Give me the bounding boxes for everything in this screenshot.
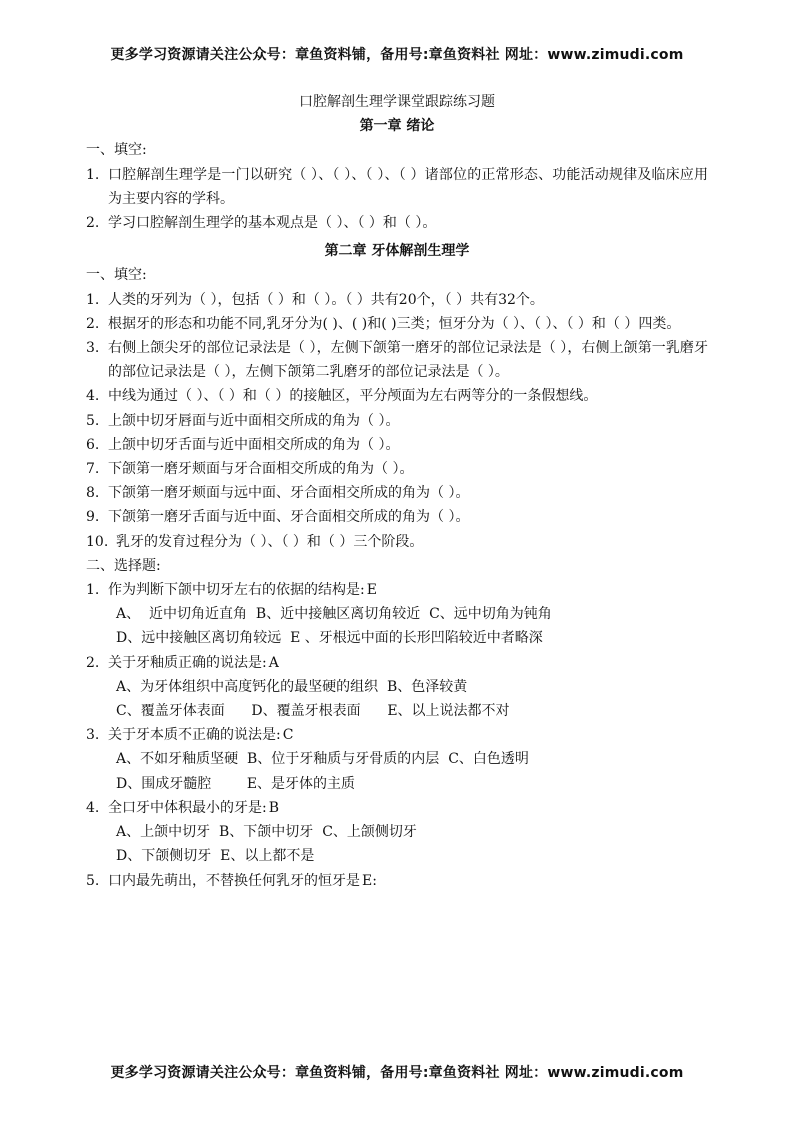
chapter1-title: 第一章 绪论 bbox=[359, 118, 435, 135]
choice-question-3 bbox=[86, 723, 708, 796]
choice-question-2 bbox=[86, 651, 708, 724]
ch2-fill-item-2 bbox=[86, 312, 708, 336]
question-text: 关于牙釉质正确的说法是: bbox=[108, 654, 267, 671]
chapter2-section-fill: 一、填空: bbox=[86, 267, 147, 284]
item-number: 6. bbox=[86, 436, 100, 453]
page-footer: 更多学习资源请关注公众号：章鱼资料铺，备用号:章鱼资料社 网址：www.zimudi.com bbox=[110, 1065, 684, 1081]
answer-key: A bbox=[268, 654, 279, 671]
document-body bbox=[86, 90, 708, 893]
ch2-fill-item-4 bbox=[86, 384, 708, 408]
option-line: D、远中接触区离切角较远 E 、牙根远中面的长形凹陷较近中者略深 bbox=[116, 630, 543, 647]
ch2-fill-item-5 bbox=[86, 409, 708, 433]
answer-key: B bbox=[268, 799, 280, 816]
chapter2-section-choice: 二、选择题: bbox=[86, 557, 161, 574]
item-number: 5. bbox=[86, 412, 100, 429]
ch2-fill-item-8 bbox=[86, 481, 708, 505]
ch2-fill-item-3 bbox=[86, 336, 708, 384]
item-number: 4. bbox=[86, 799, 100, 816]
option-line: D、下颌侧切牙 E、以上都不是 bbox=[116, 848, 315, 865]
choice-question-4 bbox=[86, 796, 708, 869]
item-text: 上颌中切牙唇面与近中面相交所成的角为（ ）。 bbox=[108, 412, 400, 429]
choice-question-1 bbox=[86, 578, 708, 651]
item-number: 5. bbox=[86, 872, 100, 889]
item-text: 下颌第一磨牙颊面与远中面、牙合面相交所成的角为（ ）。 bbox=[108, 485, 470, 502]
item-number: 7. bbox=[86, 461, 100, 478]
ch1-fill-item-1 bbox=[86, 163, 708, 211]
item-text: 右侧上颌尖牙的部位记录法是（ ），左侧下颌第一磨牙的部位记录法是（ ），右侧上颌第一乳磨牙的部位记录法是（ ），左侧下颌第二乳磨牙的部位记录法是（ ）。 bbox=[108, 340, 708, 381]
item-number: 8. bbox=[86, 485, 100, 502]
ch2-fill-item-7 bbox=[86, 457, 708, 481]
question-text: 口内最先萌出，不替换任何乳牙的恒牙是 bbox=[108, 872, 360, 889]
item-number: 2. bbox=[86, 315, 100, 332]
answer-key: E bbox=[366, 582, 377, 599]
item-text: 上颌中切牙舌面与近中面相交所成的角为（ ）。 bbox=[108, 436, 400, 453]
option-line: A、不如牙釉质坚硬 B、位于牙釉质与牙骨质的内层 C、白色透明 bbox=[116, 751, 529, 768]
answer-key: E: bbox=[362, 872, 377, 889]
option-line: C、覆盖牙体表面 D、覆盖牙根表面 E、以上说法都不对 bbox=[116, 703, 510, 720]
ch2-fill-item-6 bbox=[86, 433, 708, 457]
item-number: 3. bbox=[86, 727, 100, 744]
answer-key: C bbox=[282, 727, 294, 744]
item-text: 人类的牙列为（ ），包括（ ）和（ ）。（ ）共有20个，（ ）共有32个。 bbox=[108, 291, 544, 308]
item-text: 口腔解剖生理学是一门以研究（ ）、（ ）、（ ）、（ ）诸部位的正常形态、功能活动规律及临床应用为主要内容的学科。 bbox=[108, 166, 708, 207]
item-number: 2. bbox=[86, 215, 100, 232]
ch2-fill-item-1 bbox=[86, 288, 708, 312]
chapter1-section-fill: 一、填空: bbox=[86, 142, 147, 159]
option-line: A、上颌中切牙 B、下颌中切牙 C、上颌侧切牙 bbox=[116, 824, 417, 841]
item-text: 中线为通过（ ）、（ ）和（ ）的接触区，平分颅面为左右两等分的一条假想线。 bbox=[108, 388, 598, 405]
question-text: 全口牙中体积最小的牙是: bbox=[108, 799, 267, 816]
document-title: 口腔解剖生理学课堂跟踪练习题 bbox=[299, 94, 495, 110]
item-text: 乳牙的发育过程分为（ ）、（ ）和（ ）三个阶段。 bbox=[116, 533, 424, 550]
option-line: A、 近中切角近直角 B、近中接触区离切角较近 C、远中切角为钝角 bbox=[116, 606, 552, 623]
ch2-fill-item-10 bbox=[86, 530, 708, 554]
ch1-fill-item-2 bbox=[86, 211, 708, 235]
item-text: 下颌第一磨牙舌面与近中面、牙合面相交所成的角为（ ）。 bbox=[108, 509, 470, 526]
item-number: 10. bbox=[86, 533, 109, 550]
item-text: 下颌第一磨牙颊面与牙合面相交所成的角为（ ）。 bbox=[108, 461, 414, 478]
item-number: 4. bbox=[86, 388, 100, 405]
ch2-fill-item-9 bbox=[86, 505, 708, 529]
option-line: A、为牙体组织中高度钙化的最坚硬的组织 B、色泽较黄 bbox=[116, 678, 468, 695]
page-header: 更多学习资源请关注公众号：章鱼资料铺，备用号:章鱼资料社 网址：www.zimudi.com bbox=[110, 47, 684, 63]
item-number: 3. bbox=[86, 340, 100, 357]
item-text: 学习口腔解剖生理学的基本观点是（ ）、（ ）和（ ）。 bbox=[108, 215, 437, 232]
item-number: 1. bbox=[86, 291, 100, 308]
question-text: 关于牙本质不正确的说法是: bbox=[108, 727, 281, 744]
item-number: 1. bbox=[86, 166, 100, 183]
item-number: 1. bbox=[86, 582, 100, 599]
item-text: 根据牙的形态和功能不同,乳牙分为( )、( )和( )三类；恒牙分为（ ）、（ ）、（ ）和（ ）四类。 bbox=[108, 315, 681, 332]
chapter2-title: 第二章 牙体解剖生理学 bbox=[324, 243, 470, 260]
item-number: 2. bbox=[86, 654, 100, 671]
option-line: D、围成牙髓腔 E、是牙体的主质 bbox=[116, 775, 356, 792]
question-text: 作为判断下颌中切牙左右的依据的结构是: bbox=[108, 582, 365, 599]
item-number: 9. bbox=[86, 509, 100, 526]
choice-question-5 bbox=[86, 869, 708, 893]
